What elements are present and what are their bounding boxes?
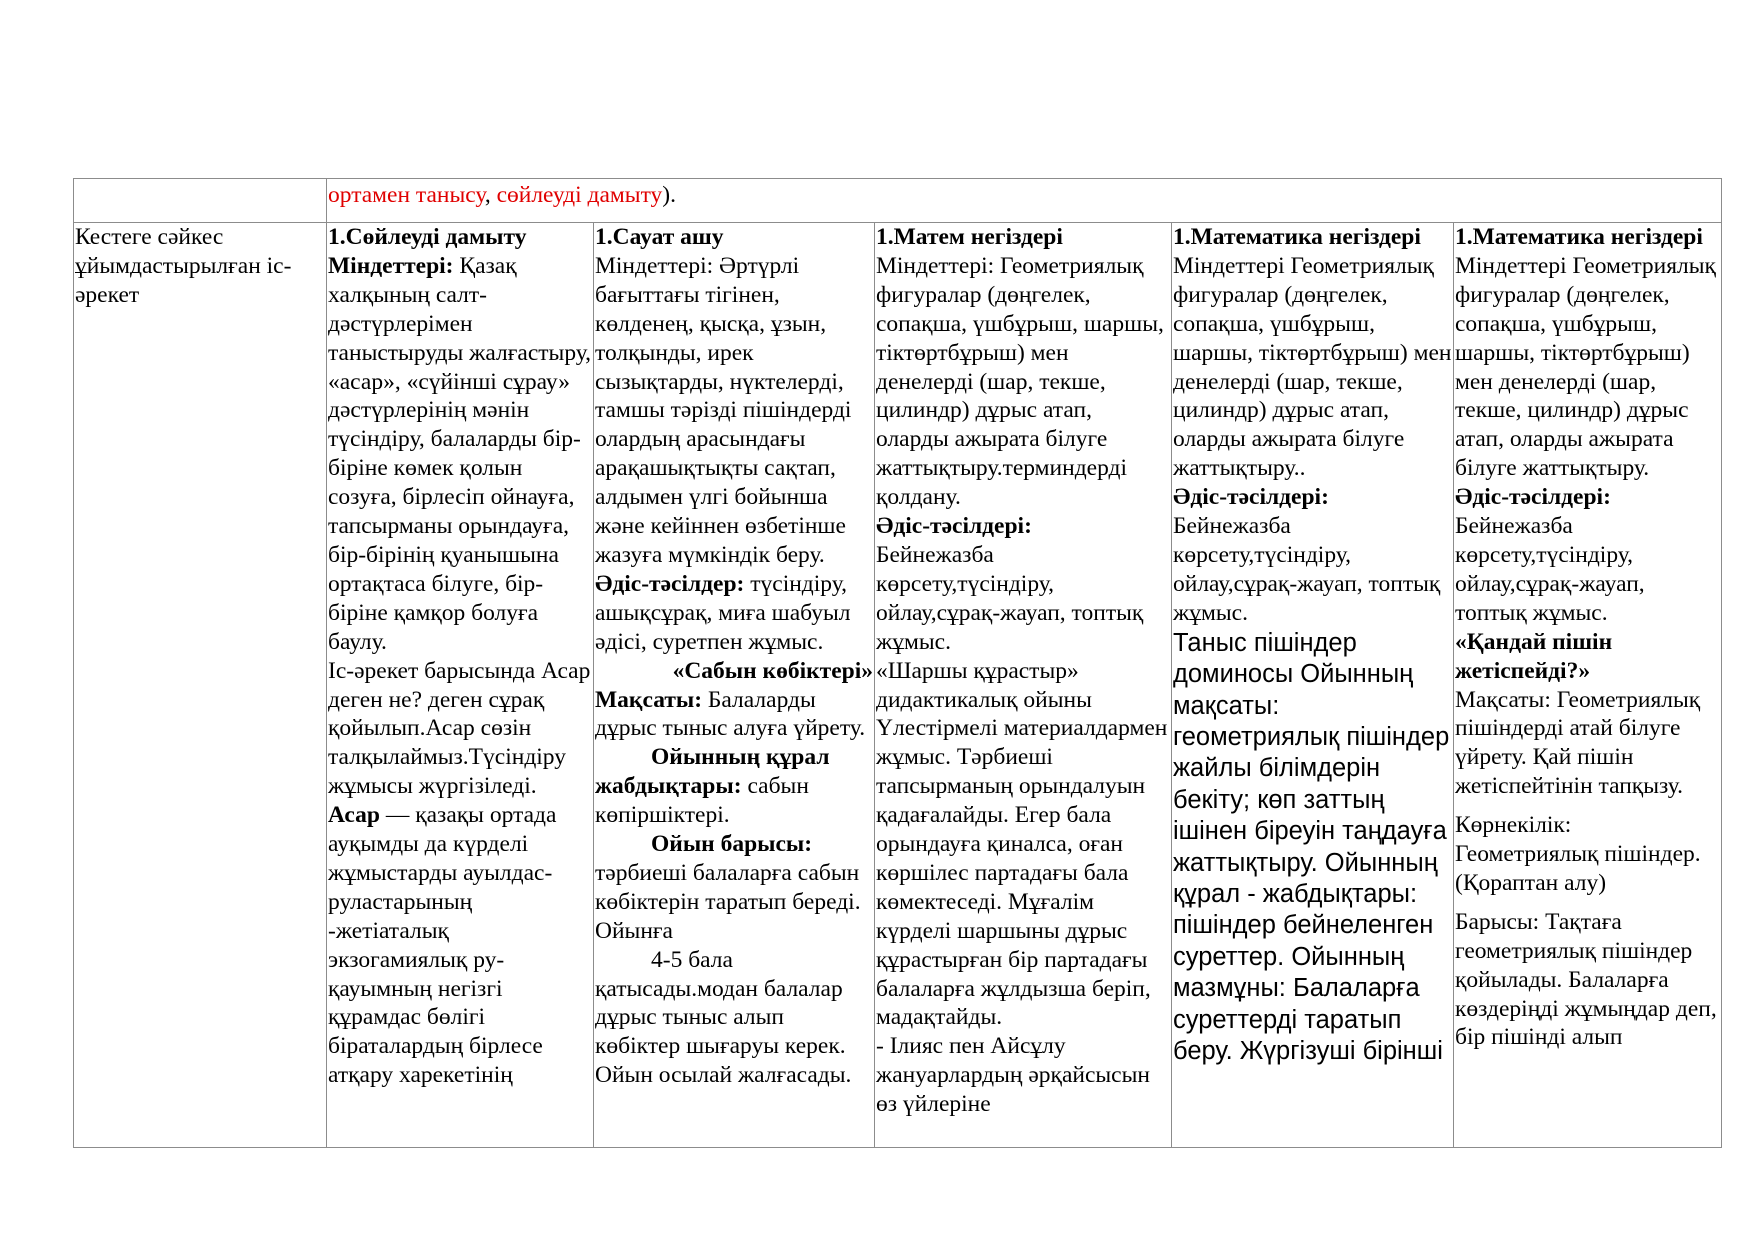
top-row-cell	[327, 179, 1722, 223]
methods-text: Бейнежазба көрсету,түсіндіру, ойлау,сұрақ-жауап, топтық жұмыс.	[876, 541, 1144, 655]
equipment-paragraph	[595, 743, 873, 830]
methods-label: Әдіс-тәсілдері:	[876, 513, 1032, 540]
game-paragraph: «Шаршы құрастыр» дидактикалық ойыны Үлестірмелі материалдармен жұмыс. Тәрбиеші тапсырманың орындалуын қадағалайды. Егер бала орындауға қиналса, оған көршілес партадағы бала көмектеседі. Мұғалім күрделі шаршыны дұрыс құрастырған бір партадағы балаларға жұлдызша беріп, мадақтайды.	[876, 657, 1168, 1031]
column-speech-development	[327, 223, 594, 1148]
equipment-text: сабын көпіршіктері.	[595, 773, 809, 829]
row-label-cell	[74, 223, 327, 1148]
row-label: Кестеге сәйкес ұйымдастырылған іс-әрекет	[75, 224, 292, 308]
column-literacy	[594, 223, 875, 1148]
separator: ,	[484, 182, 497, 208]
column-title: 1.Сөйлеуді дамыту	[328, 224, 527, 250]
column-mathematics-basics	[1172, 223, 1454, 1148]
tasks-paragraph: Міндеттері: Әртүрлі бағыттағы тігінен, көлденең, қысқа, ұзын, толқынды, ирек сызықтарды, нүктелерді, тамшы тәрізді пішіндерді олардың арасындағы арақашықтықты сақтап, алдымен үлгі бойынша және кейіннен өзбетінше жазуға мүмкіндік беру.	[595, 252, 852, 568]
course-continuation: қатысады.модан балалар дұрыс тыныс алып көбіктер шығаруы керек. Ойын осылай жалғасады.	[595, 975, 852, 1089]
methods-label: Әдіс-тәсілдер:	[595, 570, 745, 597]
closing-text: ).	[662, 182, 676, 208]
empty-label-cell	[74, 179, 327, 223]
participants-line: 4-5 бала	[651, 946, 733, 973]
course-text: тәрбиеші балаларға сабын көбіктерін таратып береді. Ойынға	[595, 859, 861, 944]
table-row	[74, 179, 1722, 223]
course-paragraph: Барысы: Тақтаға геометриялық пішіндер қойылады. Балаларға көздеріңді жұмыңдар деп, бір пішінді алып	[1455, 908, 1717, 1051]
game-title: «Сабын көбіктері»	[672, 657, 873, 684]
asar-paragraph	[328, 801, 592, 1090]
goal-label: Мақсаты:	[595, 686, 703, 713]
methods-label: Әдіс-тәсілдері:	[1455, 484, 1611, 511]
column-math-basics	[875, 223, 1172, 1148]
game-paragraph: Таныс пішіндер доминосы Ойынның мақсаты: геометриялық пішіндер жайлы білімдерін бекіту; көп заттың ішінен біреуін таңдауға жаттықтыру. Ойынның құрал - жабдықтары: пішіндер бейнеленген суреттер. Ойынның мазмұны: Балаларға суреттерді таратып беру. Жүргізуші бірінші	[1173, 628, 1450, 1065]
column-title: 1.Математика негіздері	[1173, 224, 1421, 250]
goal-paragraph	[595, 686, 873, 744]
column-title: 1.Математика негіздері	[1455, 224, 1703, 250]
course-label: Ойын барысы:	[651, 831, 813, 858]
table-row	[74, 223, 1722, 1148]
tasks-text: Қазақ халқының салт-дәстүрлерімен таныстыруды жалғастыру, «асар», «сүйінші сұрау» дәстүрлерінің мәнін түсіндіру, балаларды бір-біріне көмек қолын созуға, бірлесіп ойнауға, тапсырманы орындауға, бір-бірінің қуанышына ортақтаса білуге, бір-біріне қамқор болуға баулу.	[328, 252, 592, 655]
visual-aids-paragraph: Көрнекілік: Геометриялық пішіндер.(Қораптан алу)	[1455, 812, 1701, 896]
goal-text: Балаларды дұрыс тыныс алуға үйрету.	[595, 686, 866, 742]
red-text-speech: сөйлеуді дамыту	[496, 182, 663, 208]
methods-text: түсіндіру, ашықсұрақ, миға шабуыл әдісі, суретпен жұмыс.	[595, 570, 851, 655]
red-text-environment: ортамен танысу	[328, 182, 485, 208]
methods-paragraph	[595, 570, 873, 657]
goal-paragraph: Мақсаты: Геометриялық пішіндерді атай білуге үйрету. Қай пішін жетіспейтінін тапқызу.	[1455, 686, 1701, 800]
dialog-paragraph: - Ілияс пен Айсұлу жануарлардың әрқайсысын өз үйлеріне	[876, 1033, 1150, 1118]
game-title: «Қандай пішін жетіспейді?»	[1455, 628, 1613, 684]
tasks-paragraph	[328, 252, 592, 657]
column-title: 1.Матем негіздері	[876, 224, 1063, 250]
tasks-label: Міндеттері:	[328, 252, 454, 279]
asar-definition: — қазақы ортада ауқымды да күрделі жұмыстарды ауылдас-руластарының -жетіаталық экзогамиялық ру-қауымның негізгі құрамдас бөлігі біраталардың бірлесе атқару харекетінің	[328, 802, 557, 1089]
tasks-paragraph: Міндеттері: Геометриялық фигуралар (дөңгелек, сопақша, үшбұрыш, шаршы, тіктөртбұрыш) мен денелерді (шар, текше, цилиндр) дұрыс атап, оларды ажырата білуге жаттықтыру.терминдерді қолдану.	[876, 252, 1164, 511]
methods-text: Бейнежазба көрсету,түсіндіру, ойлау,сұрақ-жауап, топтық жұмыс.	[1455, 513, 1645, 626]
tasks-paragraph: Міндеттері Геометриялық фигуралар (дөңгелек, сопақша, үшбұрыш, шаршы, тіктөртбұрыш) мен денелерді (шар, текше, цилиндр) дұрыс атап, оларды ажырата білуге жаттықтыру.	[1455, 252, 1716, 482]
methods-label: Әдіс-тәсілдері:	[1173, 484, 1329, 511]
asar-term: Асар	[328, 802, 380, 829]
process-paragraph: Іс-әрекет барысында Асар деген не? деген сұрақ қойылып.Асар сөзін талқылаймыз.Түсіндіру жұмысы жүргізіледі.	[328, 657, 591, 800]
course-paragraph	[595, 830, 873, 946]
column-title: 1.Сауат ашу	[595, 224, 724, 250]
lesson-plan-table	[73, 178, 1722, 1148]
column-mathematics-basics-2	[1454, 223, 1722, 1148]
methods-text: Бейнежазба көрсету,түсіндіру, ойлау,сұрақ-жауап, топтық жұмыс.	[1173, 513, 1441, 626]
tasks-paragraph: Міндеттері Геометриялық фигуралар (дөңгелек, сопақша, үшбұрыш, шаршы, тіктөртбұрыш) мен денелерді (шар, текше, цилиндр) дұрыс атап, оларды ажырата білуге жаттықтыру..	[1173, 252, 1452, 482]
equipment-label: Ойынның құрал жабдықтары:	[595, 744, 830, 800]
